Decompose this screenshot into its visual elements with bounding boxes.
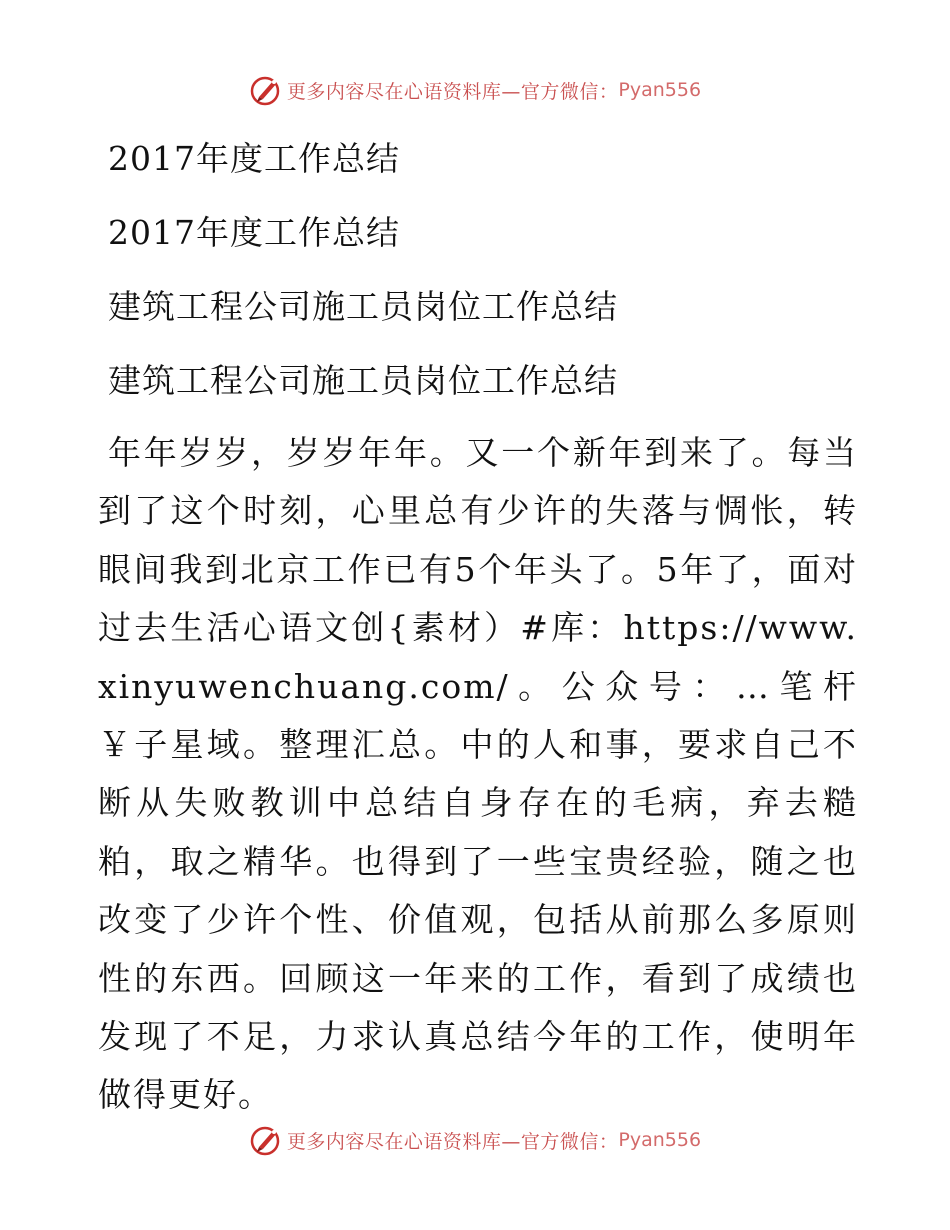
document-subtitle-repeat: 建筑工程公司施工员岗位工作总结 (108, 361, 618, 400)
document-body (98, 122, 858, 1125)
pen-logo-icon (249, 1123, 283, 1157)
header-banner (0, 70, 950, 110)
document-title: 2017年度工作总结 (108, 139, 400, 178)
footer-banner (0, 1120, 950, 1160)
banner-wechat-id: Pyan556 (618, 79, 702, 101)
banner-wechat-id: Pyan556 (618, 1129, 702, 1151)
body-paragraph: 年年岁岁，岁岁年年。又一个新年到来了。每当到了这个时刻，心里总有少许的失落与惆怅，转眼间我到北京工作已有5个年头了。5年了，面对过去生活心语文创{素材）#库：https://www.xinyuwenchuang.com/。公众号：…笔杆￥子星域。整理汇总。中的人和事，要求自己不断从失败教训中总结自身存在的毛病，弃去糙粕，取之精华。也得到了一些宝贵经验，随之也改变了少许个性、价值观，包括从前那么多原则性的东西。回顾这一年来的工作，看到了成绩也发现了不足，力求认真总结今年的工作，使明年做得更好。 (98, 433, 858, 1115)
document-subtitle: 建筑工程公司施工员岗位工作总结 (108, 287, 618, 326)
banner-text: 更多内容尽在心语资料库—官方微信： (286, 80, 619, 103)
document-title-repeat: 2017年度工作总结 (108, 213, 400, 252)
pen-logo-icon (249, 73, 283, 107)
banner-text: 更多内容尽在心语资料库—官方微信： (286, 1130, 619, 1153)
